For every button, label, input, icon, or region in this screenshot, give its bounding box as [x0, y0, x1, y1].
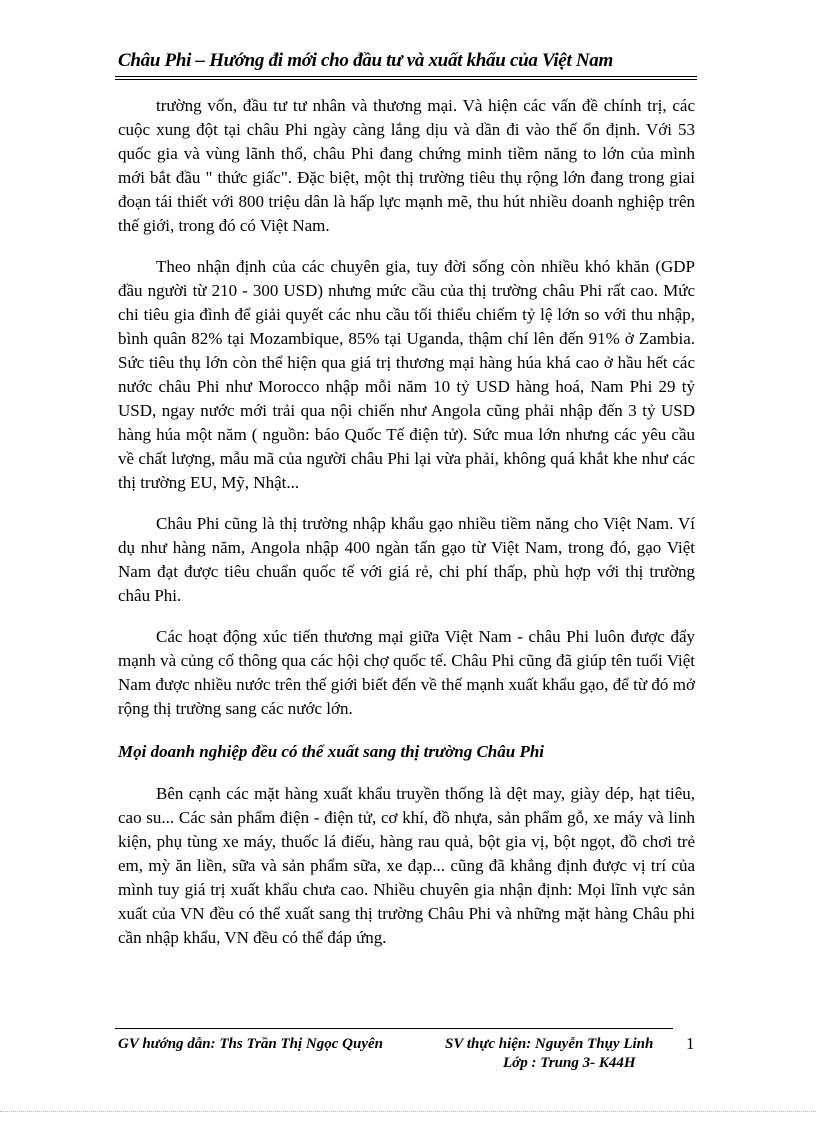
paragraph-1: trường vốn, đầu tư tư nhân và thương mại. Và hiện các vấn đề chính trị, các cuộc xung đột tại châu Phi ngày càng lắng dịu và dần đi vào thế ổn định. Với 53 quốc gia và vùng lãnh thổ, châu Phi đang chứng minh tiềm năng to lớn của mình mới bắt đầu " thức giấc". Đặc biệt, một thị trường tiêu thụ rộng lớn đang trong giai đoạn tái thiết với 800 triệu dân là hấp lực mạnh mẽ, thu hút nhiều doanh nghiệp trên thế giới, trong đó có Việt Nam.: [118, 96, 695, 235]
footer-advisor: GV hướng dẫn: Ths Trần Thị Ngọc Quyên: [118, 1036, 383, 1052]
paragraph-3: Châu Phi cũng là thị trường nhập khẩu gạo nhiều tiềm năng cho Việt Nam. Ví dụ như hàng năm, Angola nhập 400 ngàn tấn gạo từ Việt Nam, trong đó, gạo Việt Nam đạt được tiêu chuẩn quốc tế với giá rẻ, chi phí thấp, phù hợp với thị trường châu Phi.: [118, 514, 695, 605]
footer-class: Lớp : Trung 3- K44H: [503, 1055, 636, 1071]
page-header-title: Châu Phi – Hướng đi mới cho đầu tư và xuất khẩu của Việt Nam: [118, 50, 613, 71]
document-body: [118, 94, 695, 967]
paragraph-5: Bên cạnh các mặt hàng xuất khẩu truyền thống là dệt may, giày dép, hạt tiêu, cao su... Các sản phẩm điện - điện tử, cơ khí, đồ nhựa, sản phẩm gỗ, xe máy và linh kiện, phụ tùng xe máy, thuốc lá điếu, hàng rau quả, bột gia vị, bột ngọt, đồ chơi trẻ em, mỳ ăn liền, sữa và sản phẩm sữa, xe đạp... cũng đã khẳng định được vị trí của mình tuy giá trị xuất khẩu chưa cao. Nhiều chuyên gia nhận định: Mọi lĩnh vực sản xuất của VN đều có thể xuất sang thị trường Châu Phi và những mặt hàng Châu phi cần nhập khẩu, VN đều có thể đáp ứng.: [118, 784, 695, 947]
header-rule-top: [115, 76, 697, 77]
header-rule-bottom: [115, 79, 697, 80]
footer-rule: [115, 1028, 673, 1029]
paragraph-4: Các hoạt động xúc tiến thương mại giữa Việt Nam - châu Phi luôn được đẩy mạnh và củng cố thông qua các hội chợ quốc tế. Châu Phi cũng đã giúp tên tuổi Việt Nam được nhiều nước trên thế giới biết đến về thế mạnh xuất khẩu gạo, để từ đó mở rộng thị trường sang các nước lớn.: [118, 627, 695, 718]
section-heading: Mọi doanh nghiệp đều có thể xuất sang thị trường Châu Phi: [118, 742, 545, 761]
page-bottom-border: [0, 1111, 816, 1112]
paragraph-2: Theo nhận định của các chuyên gia, tuy đời sống còn nhiều khó khăn (GDP đầu người từ 210 - 300 USD) nhưng mức cầu của thị trường châu Phi rất cao. Mức chi tiêu gia đình để giải quyết các nhu cầu tối thiểu chiếm tỷ lệ lớn so với thu nhập, bình quân 82% tại Mozambique, 85% tại Uganda, thậm chí lên đến 91% ở Zambia. Sức tiêu thụ lớn còn thể hiện qua giá trị thương mại hàng húa khá cao ở hầu hết các nước châu Phi như Morocco nhập mỗi năm 10 tỷ USD hàng hoá, Nam Phi 29 tỷ USD, ngay nước mới trải qua nội chiến như Angola cũng phải nhập đến 3 tỷ USD hàng húa một năm ( nguồn: báo Quốc Tế điện tử). Sức mua lớn nhưng các yêu cầu về chất lượng, mẫu mã của người châu Phi lại vừa phải, không quá khắt khe như các thị trường EU, Mỹ, Nhật...: [118, 257, 695, 492]
page-number: 1: [686, 1034, 695, 1053]
footer-student: SV thực hiện: Nguyễn Thụy Linh: [445, 1036, 654, 1052]
